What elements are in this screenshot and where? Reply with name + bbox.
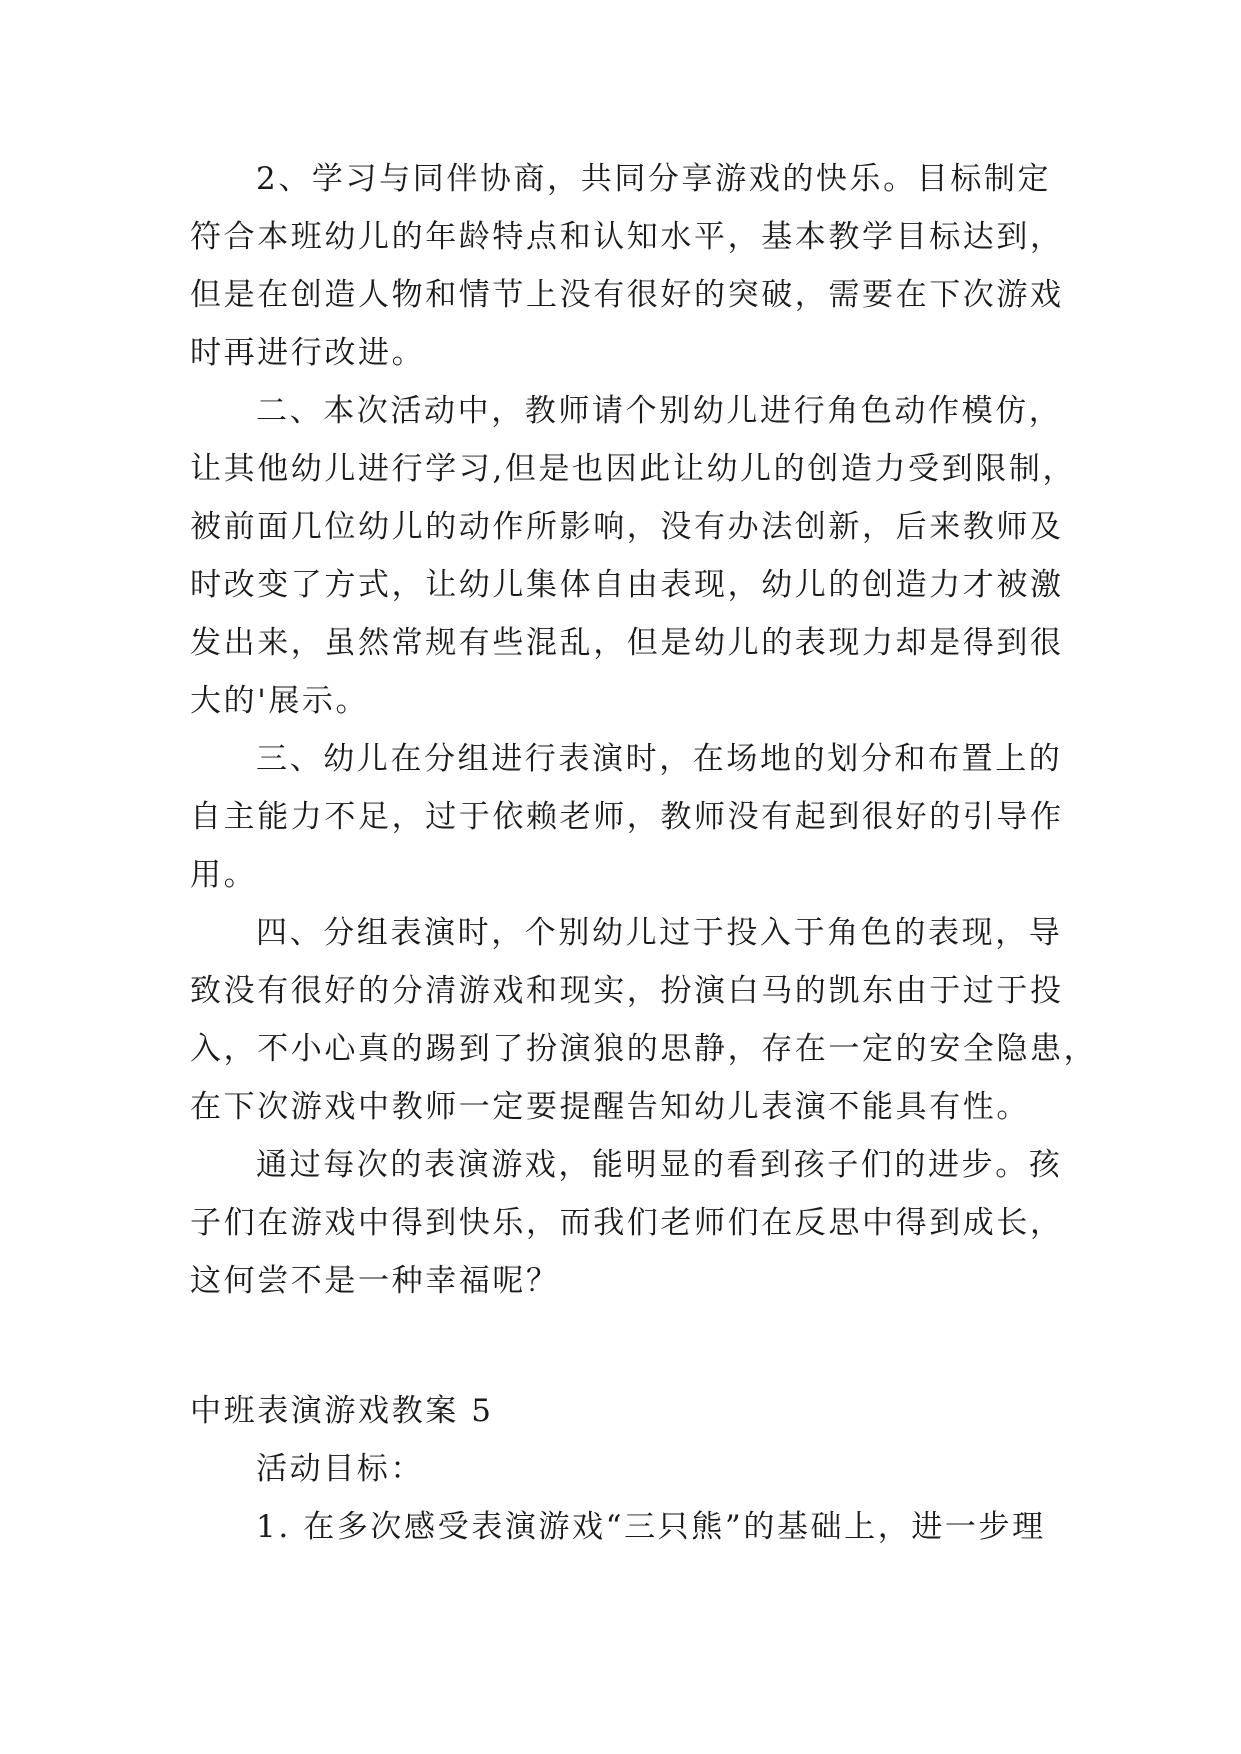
paragraph-line: 用。	[190, 857, 258, 893]
paragraph-line: 这何尝不是一种幸福呢？	[190, 1263, 560, 1299]
paragraph-line: 符合本班幼儿的年龄特点和认知水平，基本教学目标达到，	[190, 219, 1064, 255]
paragraph-3	[190, 730, 1064, 904]
paragraph-line: 但是在创造人物和情节上没有很好的突破，需要在下次游戏	[190, 277, 1064, 313]
paragraph-line: 让其他幼儿进行学习,但是也因此让幼儿的创造力受到限制，	[190, 451, 1077, 487]
paragraph-line: 三、幼儿在分组进行表演时，在场地的划分和布置上的	[256, 741, 1063, 777]
paragraph-line: 致没有很好的分清游戏和现实，扮演白马的凯东由于过于投	[190, 973, 1064, 1009]
paragraph-line: 自主能力不足，过于依赖老师，教师没有起到很好的引导作	[190, 799, 1064, 835]
paragraph-line: 发出来，虽然常规有些混乱，但是幼儿的表现力却是得到很	[190, 625, 1064, 661]
paragraph-line: 四、分组表演时，个别幼儿过于投入于角色的表现，导	[256, 915, 1063, 951]
paragraph-1	[190, 150, 1064, 382]
paragraph-line: 子们在游戏中得到快乐，而我们老师们在反思中得到成长，	[190, 1205, 1064, 1241]
paragraph-2	[190, 382, 1077, 730]
paragraph-line: 通过每次的表演游戏，能明显的看到孩子们的进步。孩	[256, 1147, 1063, 1183]
paragraph-line: 二、本次活动中，教师请个别幼儿进行角色动作模仿，	[256, 393, 1063, 429]
paragraph-line: 时再进行改进。	[190, 335, 426, 371]
paragraph-line: 入，不小心真的踢到了扮演狼的思静，存在一定的安全隐患，	[190, 1031, 1098, 1067]
paragraph-4	[190, 904, 1098, 1136]
paragraph-line: 2、学习与同伴协商，共同分享游戏的快乐。目标制定	[256, 161, 1052, 197]
paragraph-line: 被前面几位幼儿的动作所影响，没有办法创新，后来教师及	[190, 509, 1064, 545]
paragraph-line: 在下次游戏中教师一定要提醒告知幼儿表演不能具有性。	[190, 1089, 1030, 1125]
section-spacer	[190, 1310, 1050, 1382]
paragraph-line: 时改变了方式，让幼儿集体自由表现，幼儿的创造力才被激	[190, 567, 1064, 603]
document-page	[190, 150, 1098, 1556]
paragraph-5	[190, 1136, 1064, 1310]
paragraph-line: 大的'展示。	[190, 683, 370, 719]
section-subheading: 活动目标：	[256, 1451, 424, 1487]
objective-item: 1. 在多次感受表演游戏“三只熊”的基础上，进一步理	[256, 1509, 1046, 1545]
section-title: 中班表演游戏教案 5	[190, 1393, 494, 1429]
